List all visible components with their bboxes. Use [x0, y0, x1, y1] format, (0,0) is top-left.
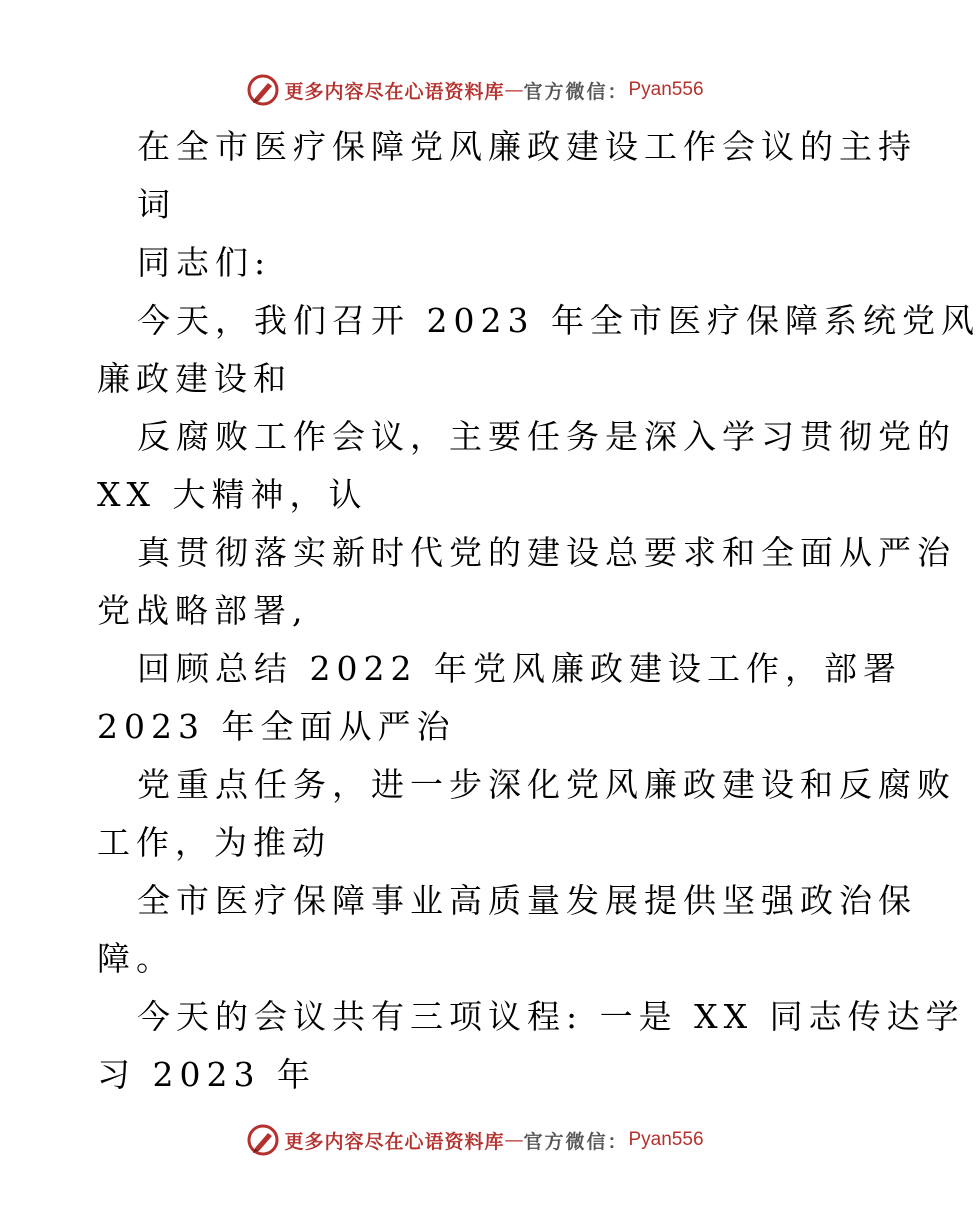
- doc-line: 障。: [97, 939, 175, 978]
- watermark-dash: —: [504, 1129, 524, 1151]
- pen-logo-icon: [246, 1123, 280, 1157]
- doc-line: 全市医疗保障事业高质量发展提供坚强政治保: [137, 881, 917, 920]
- doc-line: 习 2023 年: [97, 1055, 316, 1094]
- doc-line: 同志们:: [137, 243, 272, 282]
- doc-line: 今天，我们召开 2023 年全市医疗保障系统党风: [137, 301, 980, 340]
- doc-line: 真贯彻落实新时代党的建设总要求和全面从严治: [137, 533, 956, 572]
- doc-line: 回顾总结 2022 年党风廉政建设工作，部署: [137, 649, 902, 688]
- doc-line: 词: [137, 185, 176, 224]
- watermark-brand-text: 更多内容尽在心语资料库: [284, 1130, 505, 1153]
- doc-line: 党重点任务，进一步深化党风廉政建设和反腐败: [137, 765, 956, 804]
- watermark-brand-text: 更多内容尽在心语资料库: [284, 80, 505, 103]
- watermark-wechat-id: Pyan556: [628, 1129, 704, 1150]
- header-watermark: [0, 70, 950, 110]
- doc-line: 廉政建设和: [97, 359, 292, 398]
- doc-line: 党战略部署,: [97, 591, 309, 630]
- doc-line: 2023 年全面从严治: [97, 707, 456, 746]
- watermark-dash: —: [504, 79, 524, 101]
- watermark-wechat-label: 官方微信：: [523, 80, 629, 103]
- footer-watermark: [0, 1120, 950, 1160]
- watermark-wechat-label: 官方微信：: [523, 1130, 629, 1153]
- doc-line: 在全市医疗保障党风廉政建设工作会议的主持: [137, 127, 917, 166]
- pen-logo-icon: [246, 73, 280, 107]
- watermark-wechat-id: Pyan556: [628, 79, 704, 100]
- doc-line: 工作，为推动: [97, 823, 331, 862]
- doc-line: XX 大精神，认: [97, 475, 368, 514]
- doc-line: 今天的会议共有三项议程: 一是 XX 同志传达学: [137, 997, 965, 1036]
- document-body: [97, 118, 980, 1104]
- doc-line: 反腐败工作会议，主要任务是深入学习贯彻党的: [137, 417, 956, 456]
